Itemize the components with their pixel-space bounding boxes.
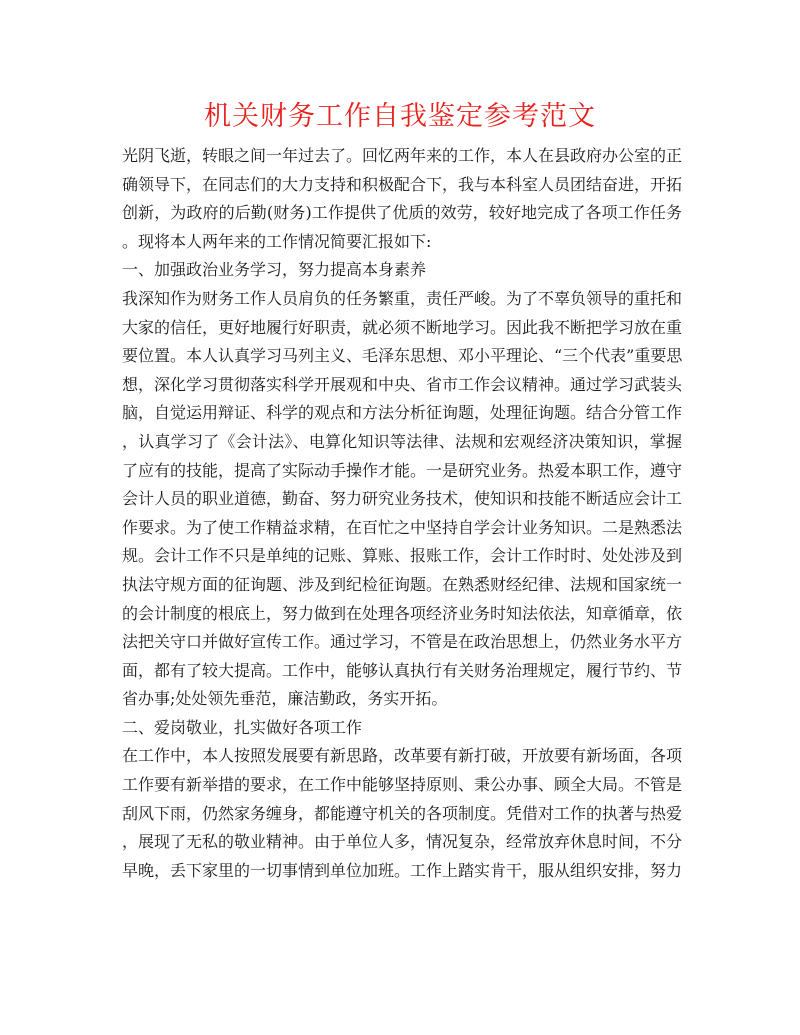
body-line: 光阴飞逝，转眼之间一年过去了。回忆两年来的工作，本人在县政府办公室的正 bbox=[122, 146, 682, 165]
body-line: 省办事;处处领先垂范，廉洁勤政，务实开拓。 bbox=[122, 689, 448, 709]
body-line: 要位置。本人认真学习马列主义、毛泽东思想、邓小平理论、“三个代表”重要思 bbox=[122, 346, 682, 366]
body-line: 想，深化学习贯彻落实科学开展观和中央、省市工作会议精神。通过学习武装头 bbox=[122, 374, 682, 394]
body-line: 了应有的技能，提高了实际动手操作才能。一是研究业务。热爱本职工作，遵守 bbox=[122, 460, 682, 480]
body-line: 法把关守口并做好宣传工作。通过学习，不管是在政治思想上，仍然业务水平方 bbox=[122, 632, 682, 652]
body-line: ，认真学习了《会计法》、电算化知识等法律、法规和宏观经济决策知识，掌握 bbox=[122, 431, 682, 451]
body-line: 大家的信任，更好地履行好职责，就必须不断地学习。因此我不断把学习放在重 bbox=[122, 317, 682, 337]
body-line: 会计人员的职业道德，勤奋、努力研究业务技术，使知识和技能不断适应会计工 bbox=[122, 489, 682, 509]
document-body bbox=[122, 142, 682, 885]
body-line: ，展现了无私的敬业精神。由于单位人多，情况复杂，经常放弃休息时间，不分 bbox=[122, 832, 682, 852]
body-line: 规。会计工作不只是单纯的记账、算账、报账工作，会计工作时时、处处涉及到 bbox=[122, 546, 682, 566]
body-line: 我深知作为财务工作人员肩负的任务繁重，责任严峻。为了不辜负领导的重托和 bbox=[122, 288, 682, 308]
body-line: 二、爱岗敬业，扎实做好各项工作 bbox=[122, 717, 363, 737]
body-line: 创新，为政府的后勤(财务)工作提供了优质的效劳，较好地完成了各项工作任务 bbox=[122, 203, 682, 223]
body-line: 执法守规方面的征询题、涉及到纪检征询题。在熟悉财经纪律、法规和国家统一 bbox=[122, 574, 682, 594]
body-line: 的会计制度的根底上，努力做到在处理各项经济业务时知法依法，知章循章，依 bbox=[122, 603, 682, 623]
body-line: 。现将本人两年来的工作情况简要汇报如下: bbox=[122, 231, 432, 251]
document-title: 机关财务工作自我鉴定参考范文 bbox=[204, 101, 596, 132]
body-line: 脑，自觉运用辩证、科学的观点和方法分析征询题，处理征询题。结合分管工作 bbox=[122, 403, 682, 423]
body-line: 作要求。为了使工作精益求精，在百忙之中坚持自学会计业务知识。二是熟悉法 bbox=[122, 517, 682, 537]
body-line: 在工作中，本人按照发展要有新思路，改革要有新打破，开放要有新场面，各项 bbox=[122, 746, 682, 766]
body-line: 刮风下雨，仍然家务缠身，都能遵守机关的各项制度。凭借对工作的执著与热爱 bbox=[122, 803, 682, 823]
body-line: 面，都有了较大提高。工作中，能够认真执行有关财务治理规定，履行节约、节 bbox=[122, 660, 682, 680]
body-line: 工作要有新举措的要求，在工作中能够坚持原则、秉公办事、顾全大局。不管是 bbox=[122, 775, 682, 795]
body-line: 早晚，丢下家里的一切事情到单位加班。工作上踏实肯干，服从组织安排，努力 bbox=[122, 860, 682, 880]
body-line: 确领导下，在同志们的大力支持和积极配合下，我与本科室人员团结奋进，开拓 bbox=[122, 174, 682, 194]
body-line: 一、加强政治业务学习，努力提高本身素养 bbox=[122, 260, 427, 280]
